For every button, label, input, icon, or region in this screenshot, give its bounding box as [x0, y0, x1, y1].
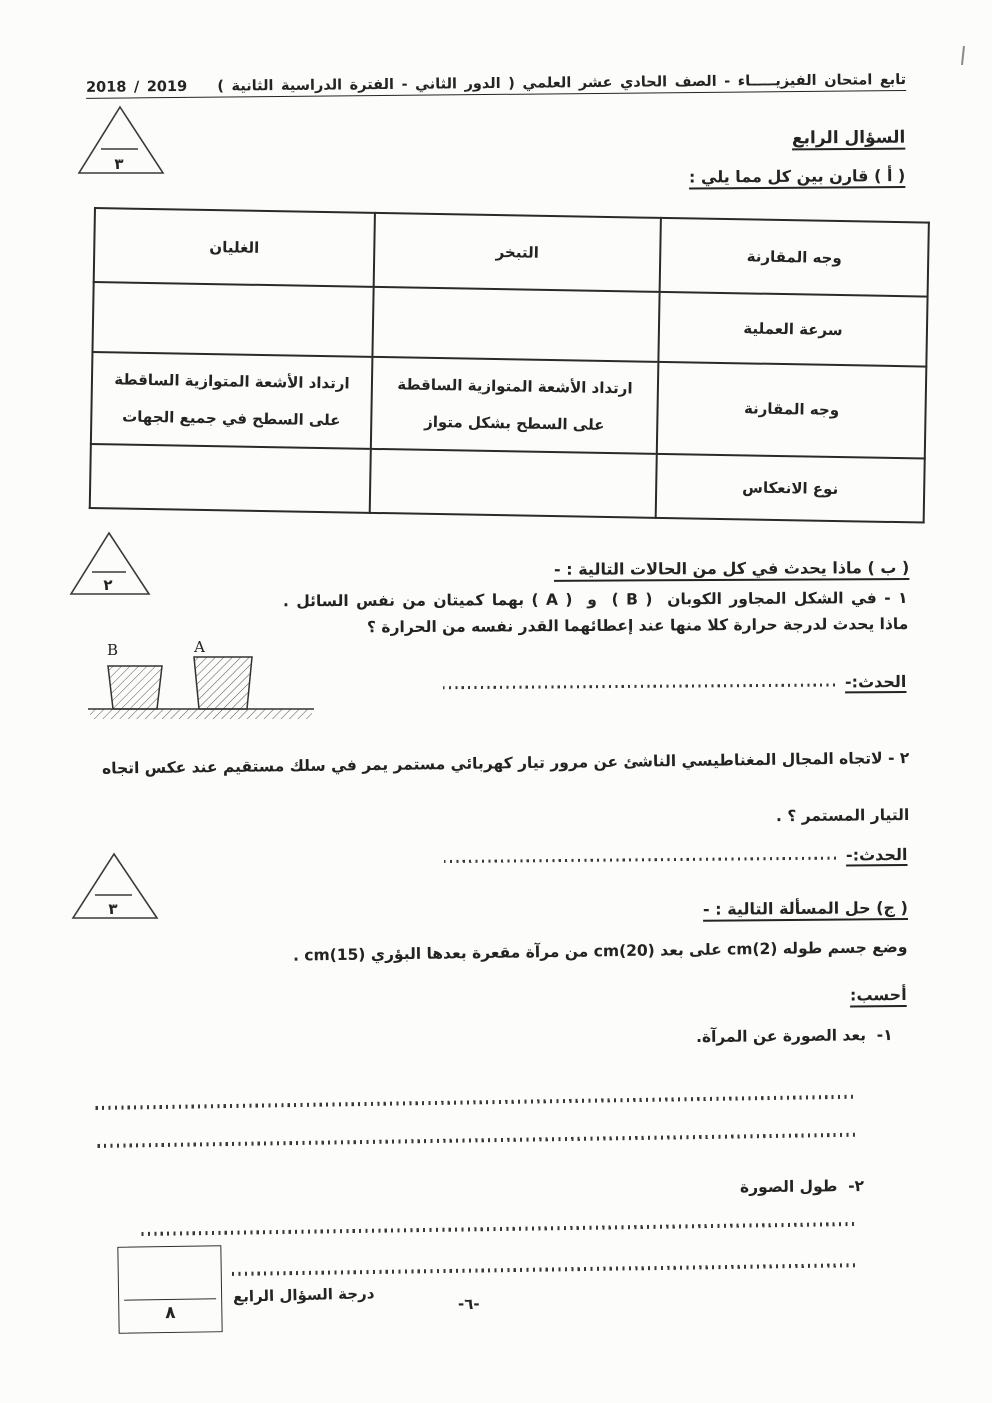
answer1-label: الحدث:-: [844, 672, 907, 692]
problem-text-part: على بعد: [654, 940, 727, 960]
answer1-dotted-line: [443, 683, 835, 689]
question-title: السؤال الرابع: [791, 127, 906, 149]
answer-dotted-line: [95, 1133, 855, 1148]
problem-measurement-object-distance: cm(20): [593, 941, 655, 961]
problem-measurement-object-height: cm(2): [726, 939, 778, 959]
exam-header-line: تابع امتحان الفيزيـــــاء - الصف الحادي عشر العلمي ( الدور الثاني - الفترة الدراسية الثانية ) 2019 / 2018: [85, 72, 907, 96]
grade-box-label: درجة السؤال الرابع: [232, 1284, 375, 1306]
grade-box-line: [124, 1298, 216, 1300]
cup-a-shape: [194, 657, 252, 709]
table-cell-empty: [90, 444, 371, 513]
comparison-table: [89, 207, 930, 524]
marks-triangle-part-b: [68, 530, 152, 598]
table-row-reflection-description: [91, 352, 926, 459]
cup-b-label: B: [106, 641, 118, 659]
table-cell-parallel-reflection: ارتداد الأشعة المتوازية الساقطة على السطح بشكل متواز: [371, 357, 659, 454]
part-a-heading: ( أ ) قارن بين كل مما يلي :: [688, 166, 906, 187]
problem-text-part: وضع جسم طوله: [776, 938, 908, 958]
answer-dotted-line: [95, 1095, 853, 1110]
answer-dotted-line: [140, 1222, 854, 1235]
part-c-heading: ( ج) حل المسألة التالية : -: [703, 898, 909, 919]
page-number: -٦-: [458, 1295, 480, 1313]
answer-dotted-line: [228, 1263, 855, 1275]
part-b-item1-line1: ١ - في الشكل المجاور الكوبان ( B ) و ( A ) بهما كميتان من نفس السائل .: [283, 589, 909, 611]
cup-a-label: A: [194, 640, 205, 656]
part-b-heading: ( ب ) ماذا يحدث في كل من الحالات التالية : -: [553, 558, 910, 579]
table-cell-empty: [92, 282, 373, 357]
problem-text-part: من مرآة مقعرة بعدها البؤري: [364, 942, 594, 964]
marks-triangle-part-c: [70, 850, 160, 922]
marks-value-part-c: ٣: [108, 900, 118, 918]
calculate-label: أحسب:: [850, 985, 908, 1005]
marks-value-part-b: ٢: [103, 576, 113, 594]
table-cell-scattered-reflection: ارتداد الأشعة المتوازية الساقطة على السطح في جميع الجهات: [91, 352, 373, 449]
problem-measurement-focal-length: cm(15): [303, 945, 366, 965]
grade-box: [117, 1245, 222, 1334]
problem-text-part: .: [292, 946, 305, 965]
ground-hatching: [90, 709, 312, 719]
table-cell-compare-aspect-1: وجه المقارنة: [660, 218, 929, 297]
table-cell-empty: [372, 287, 659, 362]
answer1-row: [443, 672, 907, 694]
cups-figure: [88, 640, 314, 726]
table-cell-boiling-header: الغليان: [94, 208, 375, 287]
table-cell-empty: [370, 449, 657, 518]
table-cell-process-speed-label: سرعة العملية: [658, 292, 927, 367]
grade-value: ٨: [165, 1302, 176, 1324]
marks-triangle-part-a: [76, 103, 166, 177]
part-c-item2: ٢- طول الصورة: [739, 1177, 865, 1197]
part-b-item2-line2: التيار المستمر ؟ .: [775, 806, 910, 826]
table-row-reflection-type: [90, 444, 925, 523]
part-b-item1-line2: ماذا يحدث لدرجة حرارة كلا منها عند إعطائهما القدر نفسه من الحرارة ؟: [366, 615, 909, 637]
cup-b-shape: [108, 666, 162, 709]
part-c-problem: [293, 938, 908, 965]
answer2-label: الحدث:-: [845, 845, 908, 865]
table-cell-compare-aspect-2: وجه المقارنة: [657, 362, 927, 459]
answer2-row: [444, 845, 908, 868]
marks-value-part-a: ٣: [114, 155, 124, 173]
table-cell-reflection-type-label: نوع الانعكاس: [656, 454, 925, 523]
answer2-dotted-line: [444, 856, 836, 863]
part-c-item1: ١- بعد الصورة عن المرآة.: [696, 1026, 894, 1047]
table-cell-evaporation-header: التبخر: [374, 213, 661, 292]
scan-artifact-mark: [961, 46, 965, 65]
part-b-item2-line1: ٢ - لاتجاه المجال المغناطيسي الناشئ عن مرور تيار كهربائي مستمر يمر في سلك مستقيم عند عكس اتجاه: [101, 749, 910, 778]
